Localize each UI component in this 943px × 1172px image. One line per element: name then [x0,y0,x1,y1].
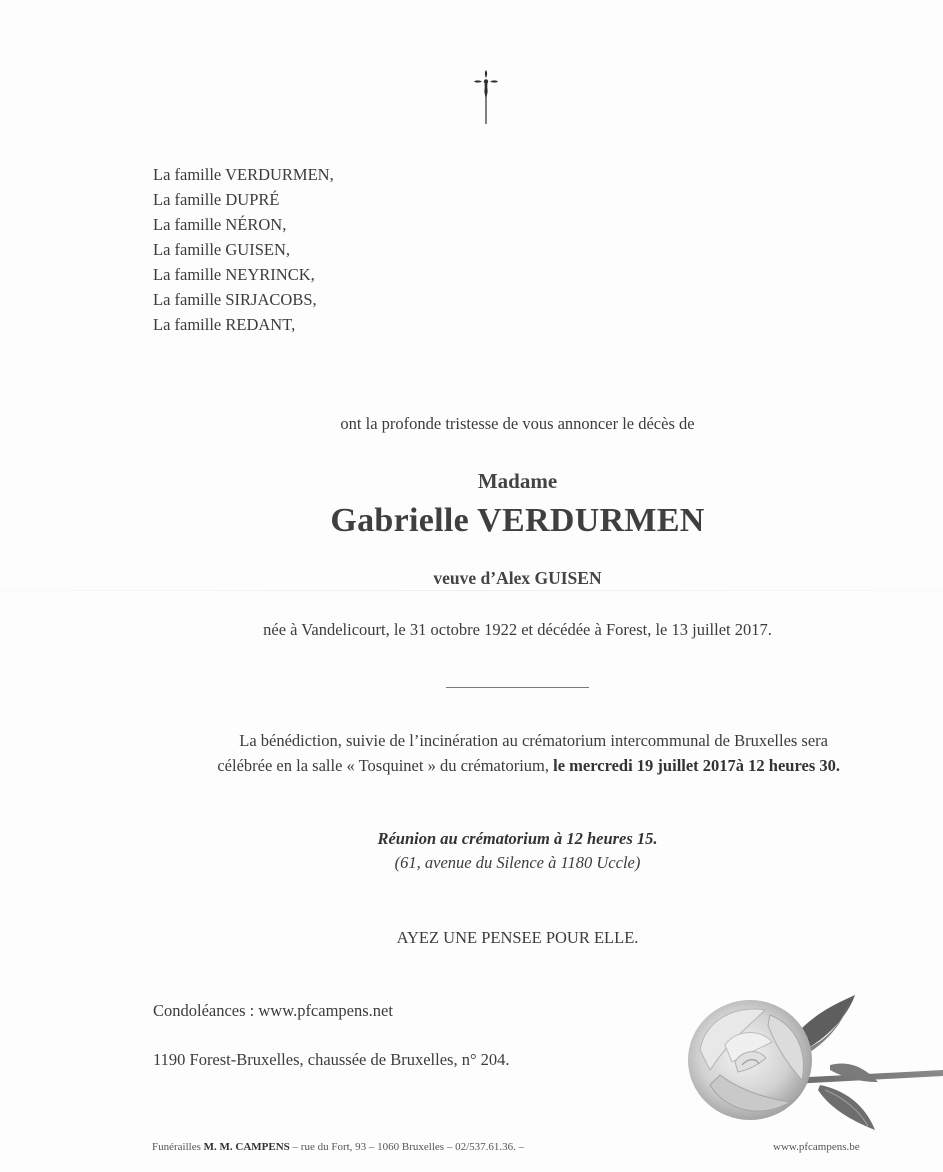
footer-company: M. M. CAMPENS [203,1141,290,1153]
meeting-address: (61, avenue du Silence à 1180 Uccle) [394,853,641,872]
deceased-name: Gabrielle VERDURMEN [330,502,705,539]
family-item: La famille DUPRÉ [153,190,280,209]
family-item: La famille NÉRON, [153,215,287,234]
ceremony-date-time: le mercredi 19 juillet 2017à 12 heures 30. [553,756,840,775]
family-item: La famille REDANT, [153,315,296,334]
family-item: La famille NEYRINCK, [153,265,315,284]
closing-message: AYEZ UNE PENSEE POUR ELLE. [396,928,639,947]
funeral-home-address: 1190 Forest-Bruxelles, chaussée de Bruxelles, n° 204. [153,1050,510,1069]
family-item: La famille VERDURMEN, [153,165,334,184]
family-item: La famille GUISEN, [153,240,291,259]
meeting-time: Réunion au crématorium à 12 heures 15. [377,829,658,848]
family-list [153,162,334,337]
paper-fold-line [0,590,943,591]
family-item: La famille SIRJACOBS, [153,290,317,309]
footer-website: www.pfcampens.be [773,1141,860,1153]
deceased-title: Madame [477,469,558,493]
rose-image [680,990,943,1140]
ceremony-line-2 [100,753,840,778]
ceremony-line-1: La bénédiction, suivie de l’incinération au crématorium intercommunal de Bruxelles sera [239,731,828,750]
announcement-intro: ont la profonde tristesse de vous annoncer le décès de [340,414,695,433]
birth-death-dates: née à Vandelicourt, le 31 octobre 1922 et décédée à Forest, le 13 juillet 2017. [263,620,772,639]
section-divider [446,687,589,688]
widow-of: veuve d’Alex GUISEN [433,568,602,588]
ceremony-details [100,728,840,778]
footer-prefix: Funérailles [152,1141,204,1153]
cross-icon [471,68,501,126]
ceremony-location: célébrée en la salle « Tosquinet » du crématorium, [217,756,554,775]
footer-funeral-home [152,1141,524,1153]
footer-details: – rue du Fort, 93 – 1060 Bruxelles – 02/537.61.36. – [289,1141,525,1153]
condolences-link: Condoléances : www.pfcampens.net [153,1001,393,1020]
